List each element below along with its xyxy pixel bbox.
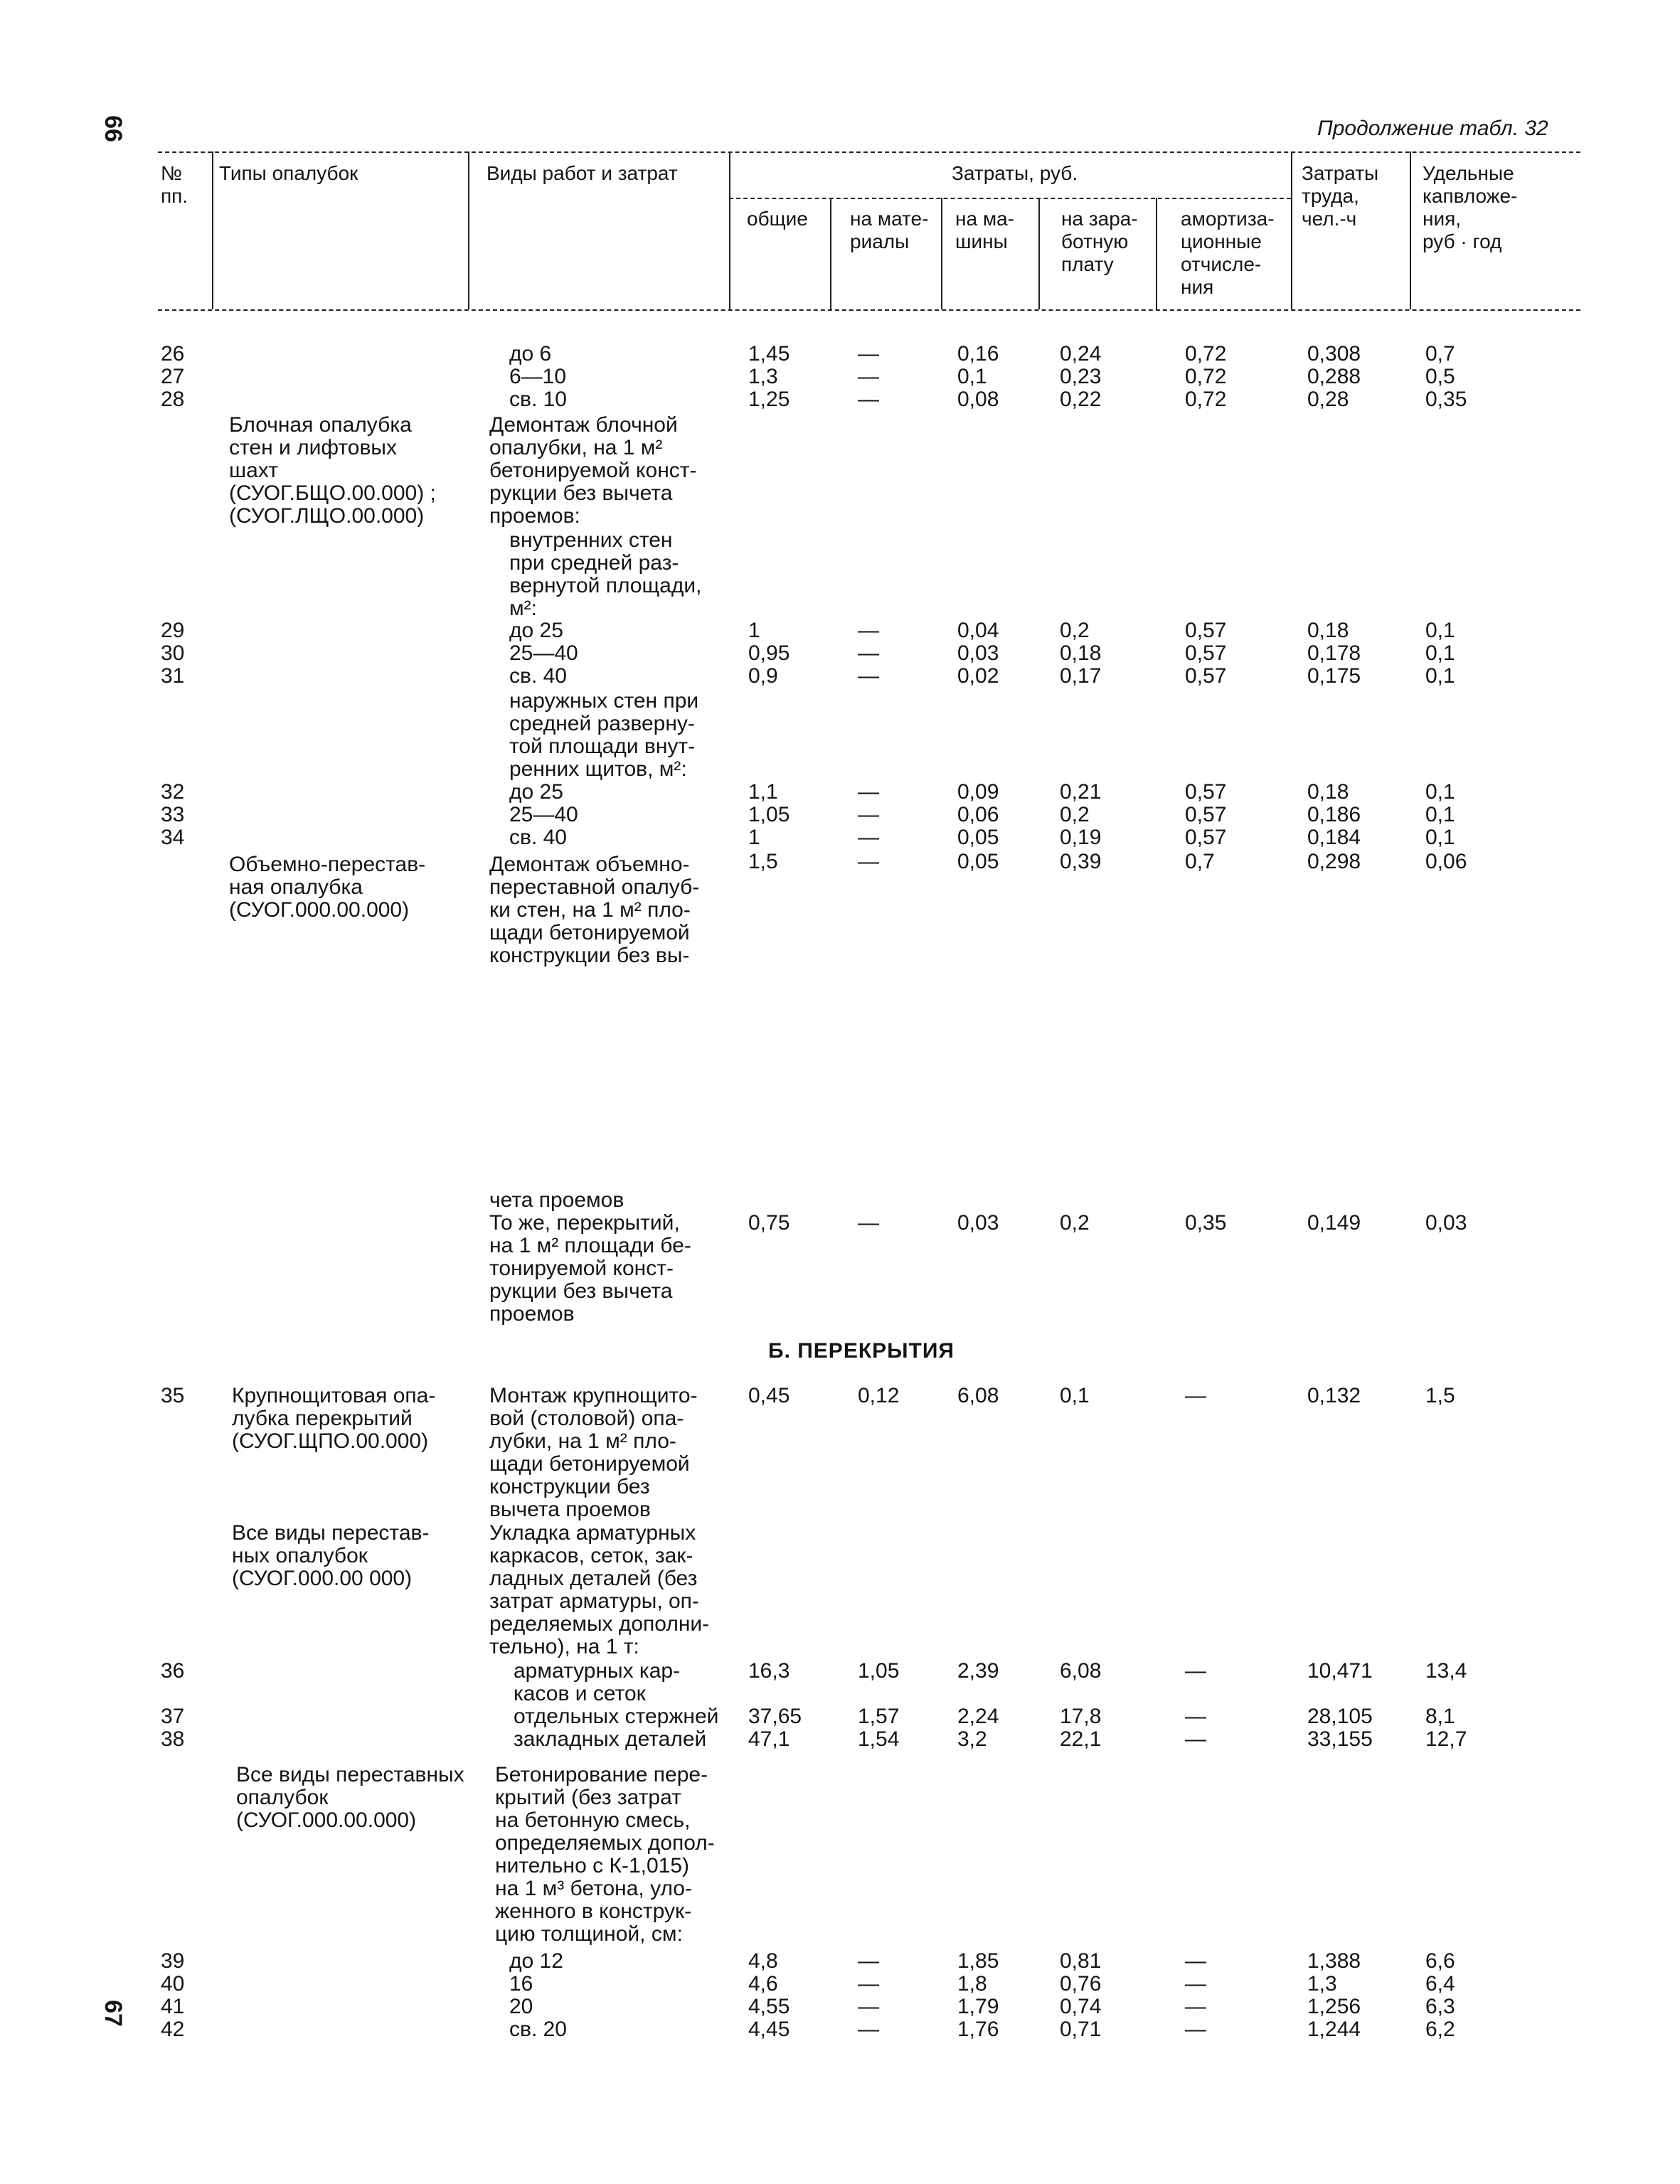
- cost-amortization: —: [1185, 2018, 1206, 2041]
- capital-investment: 0,06: [1425, 850, 1467, 873]
- page-number-bottom: 67: [99, 2000, 127, 2027]
- cost-machines: 0,03: [957, 641, 999, 665]
- cost-machines: 0,16: [957, 342, 999, 366]
- large-panel-formwork-type: Крупнощитовая опа- лубка перекрытий (СУОГ.ЩПО.00.000): [232, 1384, 436, 1453]
- cost-amortization: 0,35: [1185, 1211, 1227, 1235]
- header-costs: Затраты, руб.: [952, 162, 1078, 184]
- labor-hours: 28,105: [1307, 1705, 1373, 1728]
- cost-materials: —: [858, 1211, 879, 1235]
- header-amortization: амортиза- ционные отчисле- ния: [1181, 208, 1275, 298]
- header-labor: Затраты труда, чел.-ч: [1302, 162, 1379, 230]
- header-machines: на ма- шины: [955, 208, 1014, 252]
- row-work-label: 25—40: [509, 803, 578, 826]
- thickness-work-label: 20: [509, 1995, 533, 2018]
- capital-investment: 8,1: [1425, 1705, 1455, 1728]
- row-number: 30: [161, 641, 185, 665]
- labor-hours: 0,184: [1307, 826, 1361, 849]
- cost-machines: 0,02: [957, 664, 999, 688]
- cost-wages: 0,23: [1060, 365, 1102, 388]
- cost-wages: 0,71: [1060, 2018, 1102, 2041]
- cost-wages: 0,1: [1060, 1384, 1090, 1407]
- header-bottom-rule: [158, 309, 1580, 311]
- col-divider: [1410, 151, 1411, 309]
- cost-machines: 3,2: [957, 1727, 987, 1751]
- cost-wages: 0,76: [1060, 1972, 1102, 1996]
- cost-wages: 0,2: [1060, 1211, 1090, 1235]
- volume-formwork-type: Объемно-перестав- ная опалубка (СУОГ.000.00.000): [229, 853, 426, 922]
- row-number: 33: [161, 803, 185, 826]
- cost-machines: 0,08: [957, 388, 999, 411]
- cost-materials: —: [858, 803, 879, 826]
- labor-hours: 0,308: [1307, 342, 1361, 366]
- header-materials: на мате- риалы: [850, 208, 929, 252]
- all-formwork-types-1: Все виды перестав- ных опалубок (СУОГ.000.00 000): [232, 1521, 430, 1590]
- labor-hours: 0,186: [1307, 803, 1361, 826]
- cost-amortization: 0,72: [1185, 342, 1227, 366]
- rebar-work: Укладка арматурных каркасов, сеток, зак- ладных деталей (без затрат арматуры, оп- ределяемых дополни- тельно), на 1 т:: [489, 1521, 710, 1658]
- row-number: 28: [161, 388, 185, 411]
- large-panel-formwork-work: Монтаж крупнощито- вой (столовой) опа- лубки, на 1 м² пло- щади бетонируемой конструкции без вычета проемов: [489, 1384, 698, 1521]
- cost-materials: 1,54: [858, 1727, 900, 1751]
- cost-total: 4,8: [748, 1949, 778, 1973]
- labor-hours: 0,18: [1307, 780, 1349, 804]
- capital-investment: 0,1: [1425, 803, 1455, 826]
- col-divider: [1038, 198, 1040, 309]
- row-work-label: св. 40: [509, 664, 567, 688]
- header-costs-rule: [729, 198, 1291, 199]
- cost-amortization: —: [1185, 1659, 1206, 1683]
- cost-amortization: 0,57: [1185, 664, 1227, 688]
- cost-materials: —: [858, 619, 879, 642]
- cost-wages: 0,17: [1060, 664, 1102, 688]
- cost-materials: —: [858, 2018, 879, 2041]
- labor-hours: 0,18: [1307, 619, 1349, 642]
- capital-investment: 1,5: [1425, 1384, 1455, 1407]
- row-number: 34: [161, 826, 185, 849]
- cost-wages: 0,19: [1060, 826, 1102, 849]
- col-divider: [729, 151, 730, 309]
- cost-materials: —: [858, 826, 879, 849]
- row-work-label: св. 40: [509, 826, 567, 849]
- floors-work: То же, перекрытий, на 1 м² площади бе- тонируемой конст- рукции без вычета проемов: [489, 1211, 691, 1326]
- cost-total: 0,45: [748, 1384, 790, 1407]
- cost-wages: 0,22: [1060, 388, 1102, 411]
- rebar-work-label: отдельных стержней: [514, 1705, 719, 1728]
- cost-machines: 1,85: [957, 1949, 999, 1973]
- cost-machines: 0,09: [957, 780, 999, 804]
- row-number: 29: [161, 619, 185, 642]
- row-number: 39: [161, 1949, 185, 1973]
- page-number-top: 66: [99, 115, 127, 142]
- cost-wages: 0,21: [1060, 780, 1102, 804]
- cost-total: 16,3: [748, 1659, 790, 1683]
- capital-investment: 0,1: [1425, 619, 1455, 642]
- cost-materials: —: [858, 641, 879, 665]
- cost-total: 1: [748, 826, 760, 849]
- thickness-work-label: 16: [509, 1972, 533, 1996]
- header-num: № пп.: [161, 162, 188, 207]
- row-number: 31: [161, 664, 185, 688]
- col-divider: [468, 151, 469, 309]
- capital-investment: 13,4: [1425, 1659, 1467, 1683]
- header-works: Виды работ и затрат: [487, 162, 678, 184]
- capital-investment: 6,3: [1425, 1995, 1455, 2018]
- cost-machines: 2,24: [957, 1705, 999, 1728]
- cost-materials: —: [858, 1972, 879, 1996]
- cost-amortization: 0,57: [1185, 641, 1227, 665]
- capital-investment: 0,7: [1425, 342, 1455, 366]
- cost-total: 0,9: [748, 664, 778, 688]
- cost-total: 0,75: [748, 1211, 790, 1235]
- cost-materials: —: [858, 850, 879, 873]
- header-wages: на зара- ботную плату: [1061, 208, 1138, 275]
- capital-investment: 0,35: [1425, 388, 1467, 411]
- header-capital-investment: Удельные капвложе- ния, руб · год: [1423, 162, 1518, 252]
- row-number: 27: [161, 365, 185, 388]
- rebar-work-label: арматурных кар- касов и сеток: [514, 1659, 681, 1705]
- row-work-label: до 25: [509, 780, 563, 804]
- cost-materials: —: [858, 780, 879, 804]
- capital-investment: 0,1: [1425, 780, 1455, 804]
- labor-hours: 1,388: [1307, 1949, 1361, 1973]
- cost-machines: 0,03: [957, 1211, 999, 1235]
- row-work-label: 25—40: [509, 641, 578, 665]
- cost-wages: 0,81: [1060, 1949, 1102, 1973]
- row-number: 32: [161, 780, 185, 804]
- labor-hours: 1,244: [1307, 2018, 1361, 2041]
- cost-machines: 0,05: [957, 826, 999, 849]
- capital-investment: 0,1: [1425, 826, 1455, 849]
- capital-investment: 0,1: [1425, 664, 1455, 688]
- cost-amortization: —: [1185, 1727, 1206, 1751]
- row-number: 37: [161, 1705, 185, 1728]
- cost-materials: —: [858, 1995, 879, 2018]
- cost-amortization: 0,57: [1185, 803, 1227, 826]
- labor-hours: 1,3: [1307, 1972, 1337, 1996]
- cost-amortization: —: [1185, 1384, 1206, 1407]
- cost-total: 37,65: [748, 1705, 802, 1728]
- cost-materials: —: [858, 1949, 879, 1973]
- row-number: 42: [161, 2018, 185, 2041]
- cost-amortization: —: [1185, 1995, 1206, 2018]
- capital-investment: 6,4: [1425, 1972, 1455, 1996]
- volume-formwork-work: Демонтаж объемно- переставной опалуб- ки стен, на 1 м² пло- щади бетонируемой конструкции без вы-: [489, 853, 700, 967]
- cost-machines: 6,08: [957, 1384, 999, 1407]
- col-divider: [1156, 198, 1157, 309]
- labor-hours: 0,149: [1307, 1211, 1361, 1235]
- cost-wages: 0,2: [1060, 803, 1090, 826]
- cost-wages: 0,2: [1060, 619, 1090, 642]
- cost-amortization: 0,72: [1185, 365, 1227, 388]
- capital-investment: 0,1: [1425, 641, 1455, 665]
- cost-amortization: 0,57: [1185, 780, 1227, 804]
- thickness-work-label: до 12: [509, 1949, 563, 1973]
- labor-hours: 1,256: [1307, 1995, 1361, 2018]
- capital-investment: 6,6: [1425, 1949, 1455, 1973]
- cost-amortization: 0,7: [1185, 850, 1215, 873]
- row-number: 36: [161, 1659, 185, 1683]
- cost-total: 4,45: [748, 2018, 790, 2041]
- cost-total: 47,1: [748, 1727, 790, 1751]
- cost-total: 1,1: [748, 780, 778, 804]
- all-formwork-types-2: Все виды переставных опалубок (СУОГ.000.00.000): [236, 1763, 464, 1832]
- cost-wages: 0,18: [1060, 641, 1102, 665]
- cost-materials: 1,05: [858, 1659, 900, 1683]
- cost-materials: 1,57: [858, 1705, 900, 1728]
- cost-total: 4,55: [748, 1995, 790, 2018]
- header-type: Типы опалубок: [219, 162, 358, 184]
- cost-total: 0,95: [748, 641, 790, 665]
- labor-hours: 0,28: [1307, 388, 1349, 411]
- capital-investment: 6,2: [1425, 2018, 1455, 2041]
- row-number: 40: [161, 1972, 185, 1996]
- cost-machines: 0,1: [957, 365, 987, 388]
- cost-materials: —: [858, 365, 879, 388]
- header-top-rule: [158, 151, 1580, 153]
- header-total: общие: [747, 208, 808, 230]
- cost-total: 1: [748, 619, 760, 642]
- cost-machines: 1,79: [957, 1995, 999, 2018]
- cost-materials: 0,12: [858, 1384, 900, 1407]
- cost-materials: —: [858, 388, 879, 411]
- cost-amortization: —: [1185, 1705, 1206, 1728]
- inner-walls-text: внутренних стен при средней раз- вернутой площади, м²:: [509, 528, 702, 620]
- cost-wages: 6,08: [1060, 1659, 1102, 1683]
- section-heading: Б. ПЕРЕКРЫТИЯ: [768, 1339, 955, 1363]
- col-divider: [212, 151, 213, 309]
- block-formwork-type: Блочная опалубка стен и лифтовых шахт (СУОГ.БЩО.00.000) ; (СУОГ.ЛЩО.00.000): [229, 413, 436, 528]
- cost-wages: 0,24: [1060, 342, 1102, 366]
- cost-machines: 0,04: [957, 619, 999, 642]
- table-continuation-caption: Продолжение табл. 32: [1317, 117, 1548, 140]
- cost-machines: 1,76: [957, 2018, 999, 2041]
- labor-hours: 33,155: [1307, 1727, 1373, 1751]
- capital-investment: 12,7: [1425, 1727, 1467, 1751]
- row-work-label: 6—10: [509, 365, 567, 388]
- labor-hours: 0,132: [1307, 1384, 1361, 1407]
- col-divider: [830, 198, 831, 309]
- col-divider: [1291, 151, 1292, 309]
- labor-hours: 0,288: [1307, 365, 1361, 388]
- cost-wages: 17,8: [1060, 1705, 1102, 1728]
- cost-amortization: 0,57: [1185, 619, 1227, 642]
- cost-total: 1,5: [748, 850, 778, 873]
- row-number: 38: [161, 1727, 185, 1751]
- rebar-work-label: закладных деталей: [514, 1727, 707, 1751]
- labor-hours: 0,175: [1307, 664, 1361, 688]
- continued-text: чета проемов: [489, 1188, 624, 1212]
- row-number: 41: [161, 1995, 185, 2018]
- block-formwork-work: Демонтаж блочной опалубки, на 1 м² бетонируемой конст- рукции без вычета проемов:: [489, 413, 697, 528]
- row-number: 26: [161, 342, 185, 366]
- cost-materials: —: [858, 342, 879, 366]
- thickness-work-label: св. 20: [509, 2018, 567, 2041]
- cost-total: 4,6: [748, 1972, 778, 1996]
- cost-total: 1,25: [748, 388, 790, 411]
- labor-hours: 0,298: [1307, 850, 1361, 873]
- cost-wages: 0,74: [1060, 1995, 1102, 2018]
- cost-amortization: 0,57: [1185, 826, 1227, 849]
- cost-total: 1,45: [748, 342, 790, 366]
- concreting-work: Бетонирование пере- крытий (без затрат на бетонную смесь, определяемых допол- нительно с К-1,015) на 1 м³ бетона, уло- женного в конструк- цию толщиной, см:: [495, 1763, 715, 1946]
- row-work-label: до 25: [509, 619, 563, 642]
- cost-total: 1,3: [748, 365, 778, 388]
- cost-amortization: —: [1185, 1972, 1206, 1996]
- cost-amortization: —: [1185, 1949, 1206, 1973]
- capital-investment: 0,03: [1425, 1211, 1467, 1235]
- row-work-label: св. 10: [509, 388, 567, 411]
- cost-wages: 0,39: [1060, 850, 1102, 873]
- cost-machines: 2,39: [957, 1659, 999, 1683]
- outer-walls-text: наружных стен при средней разверну- той площади внут- ренних щитов, м²:: [509, 689, 699, 781]
- cost-machines: 0,05: [957, 850, 999, 873]
- cost-machines: 1,8: [957, 1972, 987, 1996]
- labor-hours: 0,178: [1307, 641, 1361, 665]
- labor-hours: 10,471: [1307, 1659, 1373, 1683]
- row-number: 35: [161, 1384, 185, 1407]
- cost-materials: —: [858, 664, 879, 688]
- cost-amortization: 0,72: [1185, 388, 1227, 411]
- col-divider: [941, 198, 942, 309]
- row-work-label: до 6: [509, 342, 552, 366]
- cost-machines: 0,06: [957, 803, 999, 826]
- cost-total: 1,05: [748, 803, 790, 826]
- cost-wages: 22,1: [1060, 1727, 1102, 1751]
- capital-investment: 0,5: [1425, 365, 1455, 388]
